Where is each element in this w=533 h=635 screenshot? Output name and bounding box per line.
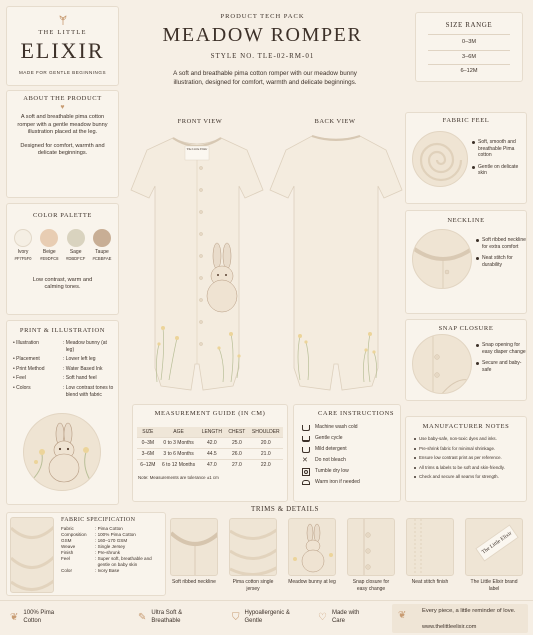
brand-tagline: MADE FOR GENTLE BEGINNINGS: [18, 70, 107, 75]
footer-leaf-icon: ❦: [398, 610, 407, 621]
trim-jersey-photo: [229, 518, 277, 576]
trim-label: The Little Elixir brand label: [470, 579, 518, 592]
romper-label: The Little Elixir: [186, 147, 208, 151]
trim-label: Pima cotton single jersey: [232, 579, 274, 592]
swatch-name: Ivory: [17, 249, 29, 255]
fabric-spec-photo: [10, 517, 54, 593]
manufacturer-title: MANUFACTURER NOTES: [422, 423, 510, 430]
fabric-feel-bullet: Gentle on delicate skin: [472, 164, 524, 177]
size-2: 6–12M: [460, 68, 478, 75]
swatch-circle: [14, 229, 32, 247]
swatch-circle: [93, 229, 111, 247]
print-panel: [6, 320, 119, 505]
trim-label: Soft ribbed neckline: [172, 579, 216, 585]
back-view-label: BACK VIEW: [314, 118, 356, 125]
fabric-feel-bullet: Soft, smooth and breathable Pima cotton: [472, 139, 524, 159]
footer-quote: Every piece, a little reminder of love.: [422, 608, 516, 614]
spec-row: Composition : 100% Pima Cotton: [61, 532, 136, 537]
footer-bar: [0, 600, 533, 635]
swatch-ivory: [11, 229, 35, 261]
page-title: MEADOW ROMPER: [162, 24, 363, 46]
swatch-name: Beige: [42, 249, 56, 255]
footer-url[interactable]: www.thelittleelixir.com: [422, 624, 477, 630]
brand-panel: [6, 6, 119, 86]
manufacturer-note: Ensure low contrast print as per reference.: [414, 455, 522, 461]
fabric-spec-panel: [6, 512, 166, 596]
manufacturer-panel: [405, 416, 527, 502]
fabric-feel-panel: [405, 112, 527, 204]
size-range-panel: [415, 12, 523, 82]
neckline-panel: [405, 210, 527, 314]
about-p2: Designed for comfort, warmth and delicate beginnings.: [20, 142, 105, 157]
table-row: 6–12M 6 to 12 Months 47.0 27.0 22.0: [137, 460, 283, 471]
wash-icon: [302, 425, 310, 431]
swatch-beige: [37, 229, 61, 261]
measurement-title: MEASUREMENT GUIDE (IN CM): [154, 410, 266, 417]
brand-line1: THE LITTLE: [38, 29, 87, 36]
snap-title: SNAP CLOSURE: [438, 325, 494, 332]
feather-icon: ✎: [138, 611, 147, 623]
trims-title: TRIMS & DETAILS: [251, 505, 319, 513]
size-range-title: SIZE RANGE: [445, 21, 493, 29]
brand-name: ELIXIR: [20, 38, 105, 63]
manufacturer-note: All trims & labels to be soft and skin-friendly.: [414, 465, 522, 471]
care-item: Tumble dry low: [302, 466, 400, 477]
brand-sprig-icon: [57, 13, 69, 25]
bunny-illustration: [23, 413, 101, 491]
trim-neckline-photo: [170, 518, 218, 576]
print-row: • Print Method : Water Based Ink: [13, 365, 103, 372]
spec-row: Feel : Super soft, breathable and gentle on baby skin: [61, 556, 152, 567]
manufacturer-note: Use baby-safe, non-toxic dyes and inks.: [414, 436, 522, 442]
print-rows: [7, 334, 118, 398]
spec-row: Fabric : Pima Cotton: [61, 526, 123, 531]
size-1: 3–6M: [462, 53, 476, 60]
heart-icon: ♡: [318, 611, 327, 623]
print-row: • Placement : Lower left leg: [13, 356, 96, 363]
care-item: Mild detergent: [302, 444, 400, 455]
palette-note: Low contrast, warm and calming tones.: [32, 276, 93, 291]
trim-label: Snap closure for easy change: [352, 579, 390, 592]
care-item: ✕ Do not bleach: [302, 457, 346, 464]
shield-icon: ⛉: [232, 611, 240, 623]
gentle-cycle-icon: [302, 436, 310, 442]
print-row: • Illustration : Meadow bunny (at leg): [13, 340, 107, 353]
footer-feature: ♡ Made with Care: [318, 610, 360, 624]
print-row: • Feel : Soft hand feel: [13, 375, 97, 382]
manufacturer-note: Check and secure all seams for strength.: [414, 474, 522, 480]
swatch-circle: [67, 229, 85, 247]
snap-photo: [412, 334, 472, 394]
care-item: Gentle cycle: [302, 433, 400, 444]
trim-snap-photo: [347, 518, 395, 576]
palette-title: COLOR PALETTE: [32, 212, 93, 219]
care-panel: [293, 404, 401, 502]
neckline-title: NECKLINE: [447, 217, 485, 224]
print-row: • Colors : Low contrast tones to blend with fabric: [13, 384, 114, 398]
back-view-romper: [266, 128, 406, 400]
about-p1: A soft and breathable pima cotton romper with a gentle meadow bunny illustration placed at the leg.: [17, 114, 108, 136]
style-number: STYLE NO. TLE-02-RM-01: [210, 52, 315, 60]
about-panel: [6, 90, 119, 198]
manufacturer-note: Pre-shrink fabric for minimal shrinkage.: [414, 446, 522, 452]
swatch-row: [7, 229, 118, 261]
measurement-panel: [132, 404, 288, 502]
table-header-row: SIZE AGE LENGTH CHEST SHOULDER: [137, 427, 283, 438]
header-kicker: PRODUCT TECH PACK: [220, 13, 305, 20]
footer-feature: ⛉ Hypoallergenic & Gentle: [232, 610, 290, 624]
table-row: 3–6M 3 to 6 Months 44.5 26.0 21.0: [137, 449, 283, 460]
detergent-icon: [302, 447, 310, 453]
trim-brand-label-photo: [465, 518, 523, 576]
swatch-hex: #F7F5F0: [14, 255, 32, 261]
front-view-label: FRONT VIEW: [177, 118, 223, 125]
neckline-bullet: Neat stitch for durability: [476, 255, 526, 268]
trim-bunny-photo: [288, 518, 336, 576]
swatch-name: Taupe: [95, 249, 109, 255]
swatch-hex: #CBBFAE: [92, 255, 112, 261]
measurement-table: [137, 427, 283, 470]
fabric-feel-title: FABRIC FEEL: [442, 117, 490, 124]
tumble-dry-icon: [302, 468, 310, 476]
footer-feature: ✎ Ultra Soft & Breathable: [138, 610, 183, 624]
spec-row: Finish : Pre-shrunk: [61, 550, 121, 555]
swatch-name: Sage: [69, 249, 82, 255]
fabric-swirl-photo: [412, 131, 468, 187]
print-title: PRINT & ILLUSTRATION: [19, 327, 106, 334]
palette-panel: [6, 203, 119, 315]
swatch-hex: #DBDFCF: [66, 255, 86, 261]
size-0: 0–3M: [462, 39, 476, 45]
swatch-taupe: [90, 229, 114, 261]
spec-row: Weave : Single Jersey: [61, 544, 126, 549]
fabric-spec-title: FABRIC SPECIFICATION: [61, 517, 136, 523]
leaf-icon: ❦: [10, 611, 19, 623]
spec-row: Color : Ivory Base: [61, 568, 120, 573]
snap-panel: [405, 319, 527, 401]
footer-feature: ❦ 100% Pima Cotton: [10, 610, 55, 624]
trim-label: Meadow bunny at leg: [288, 579, 336, 585]
neckline-photo: [412, 229, 472, 289]
no-bleach-icon: ✕: [302, 457, 308, 464]
iron-icon: [302, 480, 310, 485]
care-item: Machine wash cold: [302, 422, 400, 433]
table-row: 0–3M 0 to 3 Months 42.0 25.0 20.0: [137, 438, 283, 449]
snap-bullet: Secure and baby-safe: [476, 360, 526, 373]
measurement-note: Note: Measurements are tolerance ±1 cm: [138, 475, 219, 480]
swatch-circle: [40, 229, 58, 247]
about-title: ABOUT THE PRODUCT: [23, 95, 102, 102]
trim-stitch-photo: [406, 518, 454, 576]
care-item: Warm iron if needed: [302, 477, 400, 488]
heart-icon: ♥: [60, 104, 65, 111]
header-description: A soft and breathable pima cotton romper with our meadow bunny illustration, designed for comfort, warmth and delicate beginnings.: [173, 70, 357, 87]
footer-quote-box: [392, 604, 528, 633]
trim-label: Neat stitch finish: [411, 579, 449, 585]
swatch-sage: [64, 229, 88, 261]
neckline-bullet: Soft ribbed neckline for extra comfort: [476, 237, 526, 250]
swatch-hex: #E9DFC8: [40, 255, 59, 261]
front-view-romper: [127, 128, 267, 400]
spec-row: GSM : 160–170 GSM: [61, 538, 128, 543]
brand-label: The Little Elixir: [475, 524, 519, 561]
care-title: CARE INSTRUCTIONS: [318, 410, 395, 417]
snap-bullet: Snap opening for easy diaper change: [476, 342, 526, 355]
